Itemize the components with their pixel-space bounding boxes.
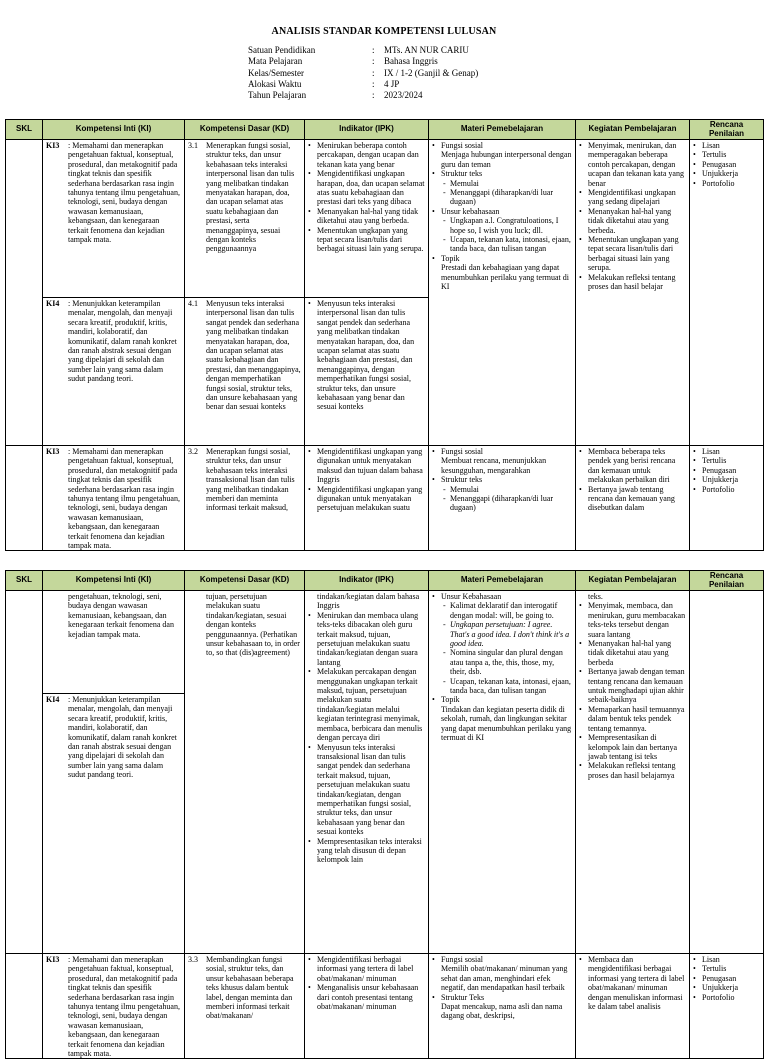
meta-colon: :	[372, 90, 375, 101]
list-item	[432, 475, 572, 513]
materi-cell	[429, 446, 576, 551]
meta-row-kelas	[248, 68, 478, 79]
list-item: • Membaca dan mengidentifikasi berbagai informasi yang tertera di label obat/makanan/ minuman dengan menuliskan informasi ke dalam tabel analisis	[579, 955, 686, 1011]
list-item: • Penugasan	[693, 160, 760, 169]
meta-value: 4 JP	[384, 78, 400, 89]
kd-cell	[185, 140, 305, 298]
ipk-continuation: tindakan/kegiatan dalam bahasa Inggris	[317, 592, 420, 611]
ki-code: KI4	[46, 695, 60, 704]
materi-heading: • Struktur Teks	[441, 992, 485, 1002]
meta-value: Bahasa Inggris	[384, 56, 438, 67]
ki-cell	[43, 694, 185, 954]
materi-heading: • Topik	[441, 253, 460, 263]
list-item: • Memaparkan hasil temuannya dalam bentuk teks pendek tentang temannya.	[579, 705, 686, 733]
ki-code-spacer	[46, 592, 68, 693]
list-item	[432, 592, 572, 695]
list-item: • Portofolio	[693, 179, 760, 188]
list-item	[432, 207, 572, 254]
meta-row-satuan	[248, 45, 478, 56]
materi-heading: • Fungsi sosial	[441, 141, 484, 150]
meta-row-mapel	[248, 56, 478, 67]
list-item: - Memulai	[441, 485, 572, 494]
list-item: • Unjukkerja	[693, 983, 760, 992]
header-kegiatan: Kegiatan Pembelajaran	[576, 571, 690, 591]
ipk-cell	[305, 298, 429, 446]
header-skl: SKL	[6, 571, 43, 591]
list-item: - Menanggapi (diharapkan/di luar dugaan)	[441, 188, 572, 207]
skl-table-page-1	[5, 119, 764, 551]
skl-cell	[6, 140, 43, 446]
rencana-cell	[690, 591, 764, 954]
list-item: • Melakukan refleksi tentang proses dan hasil belajar	[579, 273, 686, 292]
meta-value: 2023/2024	[384, 90, 423, 101]
kegiatan-continuation: teks.	[588, 592, 603, 601]
materi-text: Dapat mencakup, nama asli dan nama dagang obat, deskripsi,	[441, 1002, 563, 1021]
ki-text: : Menunjukkan keterampilan menalar, mengolah, dan menyaji secara kreatif, produktif, kritis, mandiri, kolaboratif, dan komunikatif, dalam ranah konkret dan ranah abstrak sesuai dengan yang dipelajari di sekolah dan sumber lain yang sama dalam sudut pandang teori.	[68, 299, 177, 384]
materi-heading: • Fungsi sosial	[441, 447, 484, 456]
list-item: • Tertulis	[693, 964, 760, 973]
header-kegiatan: Kegiatan Pembelajaran	[576, 120, 690, 140]
kd-cell	[185, 446, 305, 551]
kd-cell	[185, 298, 305, 446]
meta-colon: :	[372, 56, 375, 67]
meta-label: Mata Pelajaran	[248, 56, 303, 67]
list-item: • Portofolio	[693, 993, 760, 1002]
ki-text: : Memahami dan menerapkan pengetahuan faktual, konseptual, prosedural, dan metakognitif pada tingkat teknis dan spesifik sederhana berdasarkan rasa ingin tahunya tentang ilmu pengetahuan, teknologi, seni, budaya dengan wawasan kemanusiaan, kebangsaan, dan kenegaraan terkait fenomena dan kejadian tampak mata.	[68, 141, 180, 245]
kd-text: Menerapkan fungsi sosial, struktur teks, dan unsur kebahasaan teks interaksi transaksional lisan dan tulis yang melibatkan tindakan memberi dan meminta informasi terkait maksud,	[206, 447, 295, 513]
list-item	[432, 447, 572, 475]
list-item: • Menyusun teks interaksi interpersonal lisan dan tulis sangat pendek dan sederhana yang melibatkan tindakan menyatakan harapan, doa, dan ucapan selamat atas suatu kebahagiaan dan prestasi, dan menanggapinya, dengan memperhatikan fungsi sosial, struktur teks, dan unsure kebahasaan yang benar dan sesuai konteks	[308, 299, 425, 412]
meta-colon: :	[372, 78, 375, 89]
list-item: - Ungkapan persetujuan: I agree. That's a good idea. I don't think it's a good idea.	[441, 620, 572, 648]
table-row	[6, 954, 764, 1059]
list-item: • Mengidentifikasi ungkapan yang digunakan untuk menyatakan persetujuan melakukan suatu	[308, 485, 425, 513]
ipk-cell	[305, 954, 429, 1059]
list-item: • Menanyakan hal-hal yang tidak diketahui atau yang berbeda.	[579, 207, 686, 235]
header-ipk: Indikator (IPK)	[305, 120, 429, 140]
table-header-row	[6, 120, 764, 140]
meta-row-tahun	[248, 90, 478, 101]
list-item: • Lisan	[693, 447, 760, 456]
list-item: • Bertanya jawab dengan teman tentang rencana dan kemauan untuk menghadapi ujian akhir sebaik-baiknya	[579, 667, 686, 705]
materi-text: Prestadi dan kebahagiaan yang dapat menumbuhkan perilaku yang termuat di KI	[441, 263, 569, 292]
list-item: - Ungkapan a.l. Congratuloations, I hope so, I wish you luck; dll.	[441, 216, 572, 235]
list-item: • Menanyakan hal-hal yang tidak diketahui atau yang berbeda	[579, 639, 686, 667]
materi-text: Membuat rencana, menunjukkan kesungguhan, mengarahkan	[441, 456, 547, 475]
meta-colon: :	[372, 67, 375, 78]
skl-cell	[6, 954, 43, 1059]
skl-cell	[6, 446, 43, 551]
meta-label: Alokasi Waktu	[248, 78, 302, 89]
page-title: ANALISIS STANDAR KOMPETENSI LULUSAN	[271, 26, 497, 37]
rencana-cell	[690, 954, 764, 1059]
table-row	[6, 591, 764, 694]
kd-cell	[185, 954, 305, 1059]
ki-code: KI4	[46, 299, 60, 308]
list-item: • Bertanya jawab tentang rencana dan kemauan yang disebutkan dalam	[579, 485, 686, 513]
list-item: • Menyimak, menirukan, dan memperagakan beberapa contoh percakapan, dengan ucapan dan tekanan kata yang benar	[579, 141, 686, 188]
kd-cell	[185, 591, 305, 954]
list-item: • Mempresentasikan teks interaksi yang telah disusun di depan kelompok lain	[308, 837, 425, 865]
list-item: • Lisan	[693, 955, 760, 964]
list-item: - Kalimat deklaratif dan interogatif dengan modal: will, be going to.	[441, 601, 572, 620]
ki-code: KI3	[46, 447, 60, 456]
kd-number: 3.1	[188, 141, 198, 150]
list-item: • Menentukan ungkapan yang tepat secara lisan/tulis dari berbagai situasi lain yang serupa.	[579, 235, 686, 273]
materi-cell	[429, 591, 576, 954]
list-item	[432, 993, 572, 1021]
kd-text: Menerapkan fungsi sosial, struktur teks, dan unsur kebahasaan teks interaksi interpersonal lisan dan tulis yang melibatkan tindakan menyatakan harapan, doa, dan ucapan selamat atas suatu kebahagiaan dan prestasi, serta menanggapinya, sesuai dengan konteks penggunaannya	[206, 141, 295, 254]
meta-label: Tahun Pelajaran	[248, 90, 307, 101]
list-item: • Penugasan	[693, 974, 760, 983]
skl-cell	[6, 591, 43, 954]
materi-heading: • Unsur Kebahasaan	[441, 592, 502, 601]
meta-value: MTs. AN NUR CARIU	[384, 45, 469, 55]
kd-item	[188, 592, 301, 658]
list-item	[432, 695, 572, 742]
list-item: - Nomina singular dan plural dengan atau tanpa a, the, this, those, my, their, dsb.	[441, 648, 572, 676]
list-item: • Membaca beberapa teks pendek yang berisi rencana dan kemauan untuk melakukan perbaikan diri	[579, 447, 686, 485]
ki-cell	[43, 446, 185, 551]
table-row	[6, 140, 764, 298]
list-item	[432, 955, 572, 993]
ki-cell	[43, 591, 185, 694]
list-item: • Melakukan refleksi tentang proses dan hasil belajarnya	[579, 761, 686, 780]
header-ipk: Indikator (IPK)	[305, 571, 429, 591]
rencana-cell	[690, 446, 764, 551]
list-item: • Unjukkerja	[693, 475, 760, 484]
list-item: • Mengidentifikasi ungkapan yang digunakan untuk menyatakan maksud dan tujuan dalam bahasa Inggris	[308, 447, 425, 485]
list-item: • Tertulis	[693, 150, 760, 159]
ipk-cell	[305, 140, 429, 298]
list-item: • Penugasan	[693, 466, 760, 475]
list-item: • Mengidentifikasi berbagai informasi yang tertera di label obat/makanan/ minuman	[308, 955, 425, 983]
header-materi: Materi Pemebelajaran	[429, 571, 576, 591]
meta-label: Satuan Pendidikan	[248, 45, 316, 55]
list-item: • Lisan	[693, 141, 760, 150]
list-item: • Mempresentasikan di kelompok lain dan bertanya jawab tentang isi teks	[579, 733, 686, 761]
kd-text: tujuan, persetujuan melakukan suatu tindakan/kegiatan, sesuai dengan konteks penggunaannya. (Perhatikan unsur kebahasaan to, in order to, so that (dis)agreement)	[206, 592, 300, 658]
materi-heading: • Fungsi sosial	[441, 955, 484, 964]
list-item: - Menanggapi (diharapkan/di luar dugaan)	[441, 494, 572, 513]
kd-number: 3.3	[188, 955, 198, 964]
ki-text: : Memahami dan menerapkan pengetahuan faktual, konseptual, prosedural, dan metakognitif pada tingkat teknis dan spesifik sederhana berdasarkan rasa ingin tahunya tentang ilmu pengetahuan, teknologi, seni, budaya dengan wawasan kemanusiaan, kebangsaan, dan kenegaraan terkait fenomena dan kejadian tampak mata.	[68, 447, 180, 551]
materi-cell	[429, 954, 576, 1059]
list-item: • Tertulis	[693, 456, 760, 465]
ki-text: : Menunjukkan keterampilan menalar, mengolah, dan menyaji secara kreatif, produktif, kritis, mandiri, kolaboratif, dan komunikatif, dalam ranah konkret dan ranah abstrak sesuai dengan yang dipelajari di sekolah dan sumber lain yang sama dalam sudut pandang teori.	[68, 695, 177, 780]
header-ki: Kompetensi Inti (KI)	[43, 571, 185, 591]
list-item: • Menirukan beberapa contoh percakapan, dengan ucapan dan tekanan kata yang benar	[308, 141, 425, 169]
ki-text: pengetahuan, teknologi, seni, budaya dengan wawasan kemanusiaan, kebangsaan, dan kenegaraan terkait fenomena dan kejadian tampak mata.	[68, 592, 174, 639]
header-rencana: Rencana Penilaian	[690, 120, 764, 140]
header-kd: Kompetensi Dasar (KD)	[185, 120, 305, 140]
list-item: • Unjukkerja	[693, 169, 760, 178]
materi-heading: • Unsur kebahasaan	[441, 206, 500, 216]
list-item: • Mengidentifikasi ungkapan harapan, doa, dan ucapan selamat atas suatu kebahagiaan dan prestasi dari teks yang dibaca	[308, 169, 425, 207]
list-item: • Menganalisis unsur kebahasaan dari contoh presentasi tentang obat/makanan/ minuman	[308, 983, 425, 1011]
kegiatan-cell	[576, 446, 690, 551]
ki-code: KI3	[46, 955, 60, 964]
ipk-cell	[305, 591, 429, 954]
materi-text: Menjaga hubungan interpersonal dengan guru dan teman	[441, 150, 572, 169]
ki-cell	[43, 954, 185, 1059]
list-item	[432, 254, 572, 292]
ki-text: : Memahami dan menerapkan pengetahuan faktual, konseptual, prosedural, dan metakognitif pada tingkat teknis dan spesifik sederhana berdasarkan rasa ingin tahunya tentang ilmu pengetahuan, teknologi, seni, budaya dengan wawasan kemanusiaan, kebangsaan, dan kenegaraan terkait fenomena dan kejadian tampak mata.	[68, 955, 180, 1059]
skl-table-page-2	[5, 570, 764, 1059]
list-item: - Ucapan, tekanan kata, intonasi, ejaan, tanda baca, dan tulisan tangan	[441, 235, 572, 254]
meta-row-alokasi	[248, 79, 478, 90]
meta-colon: :	[372, 45, 375, 55]
table-header-row	[6, 571, 764, 591]
table-row	[6, 446, 764, 551]
materi-heading: • Struktur teks	[441, 169, 483, 179]
kegiatan-cell	[576, 591, 690, 954]
list-item: • Portofolio	[693, 485, 760, 494]
materi-text: Tindakan dan kegiatan peserta didik di sekolah, rumah, dan lingkungan sekitar yang dapat menumbuhkan perilaku yang termuat di KI	[441, 704, 572, 743]
kegiatan-cell	[576, 954, 690, 1059]
list-item: • Menyimak, membaca, dan menirukan, guru membacakan teks-teks tersebut dengan suara lantang	[579, 601, 686, 639]
kd-number: 3.2	[188, 447, 198, 456]
kegiatan-cell	[576, 140, 690, 446]
materi-text: Memilih obat/makanan/ minuman yang sehat dan aman, menghindari efek negatif, dan mendapatkan hasil terbaik	[441, 964, 568, 993]
meta-label: Kelas/Semester	[248, 67, 304, 78]
header-ki: Kompetensi Inti (KI)	[43, 120, 185, 140]
materi-heading: • Struktur teks	[441, 475, 483, 485]
ki-code: KI3	[46, 141, 60, 150]
list-item: - Memulai	[441, 179, 572, 188]
list-item: • Melakukan percakapan dengan menggunakan ungkapan terkait maksud, tujuan, persetujuan melakukan suatu tindakan/kegiatan melalui kegiatan terintegrasi menyimak, membaca, berbicara dan menulis dengan percaya diri	[308, 667, 425, 742]
ipk-cell	[305, 446, 429, 551]
list-item: - Ucapan, tekanan kata, intonasi, ejaan, tanda baca, dan tulisan tangan	[441, 677, 572, 696]
header-rencana: Rencana Penilaian	[690, 571, 764, 591]
materi-cell	[429, 140, 576, 446]
ki-cell	[43, 140, 185, 298]
list-item: • Menanyakan hal-hal yang tidak diketahui atau yang berbeda.	[308, 207, 425, 226]
kd-text: Menyusun teks interaksi interpersonal lisan dan tulis sangat pendek dan sederhana yang melibatkan tindakan menyatakan harapan, doa, dan ucapan selamat atas suatu kebahagiaan dan prestasi, dan menanggapinya, dengan memperhatikan fungsi sosial, struktur teks, dan unsure kebahasaan yang benar dan sesuai konteks	[206, 299, 301, 412]
list-item: • Menyusun teks interaksi transaksional lisan dan tulis sangat pendek dan sederhana terkait maksud, tujuan, persetujuan melakukan suatu tindakan/kegiatan, dengan memperhatikan fungsi sosial, struktur teks, dan unsur kebahasaan yang benar dan sesuai konteks	[308, 743, 425, 837]
list-item: • Mengidentifikasi ungkapan yang sedang dipelajari	[579, 188, 686, 207]
materi-heading: • Topik	[441, 695, 460, 705]
list-item: • Menentukan ungkapan yang tepat secara lisan/tulis dari berbagai situasi lain yang serupa.	[308, 226, 425, 254]
rencana-cell	[690, 140, 764, 446]
list-item: • Menirukan dan membaca ulang teks-teks dibacakan oleh guru terkait maksud, tujuan, persetujuan melakukan suatu tindakan/kegiatan dengan suara lantang	[308, 611, 425, 667]
meta-value: IX / 1-2 (Ganjil & Genap)	[384, 67, 479, 78]
list-item	[432, 141, 572, 169]
ki-cell	[43, 298, 185, 446]
kd-number: 4.1	[188, 299, 198, 308]
header-materi: Materi Pemebelajaran	[429, 120, 576, 140]
kd-number-spacer	[188, 592, 206, 658]
kd-text: Membandingkan fungsi sosial, struktur teks, dan unsur kebahasaan beberapa teks khusus dalam bentuk label, dengan meminta dan memberi informasi terkait obat/makanan/	[206, 955, 294, 1021]
document-meta	[248, 45, 478, 101]
header-kd: Kompetensi Dasar (KD)	[185, 571, 305, 591]
header-skl: SKL	[6, 120, 43, 140]
list-item	[432, 169, 572, 207]
